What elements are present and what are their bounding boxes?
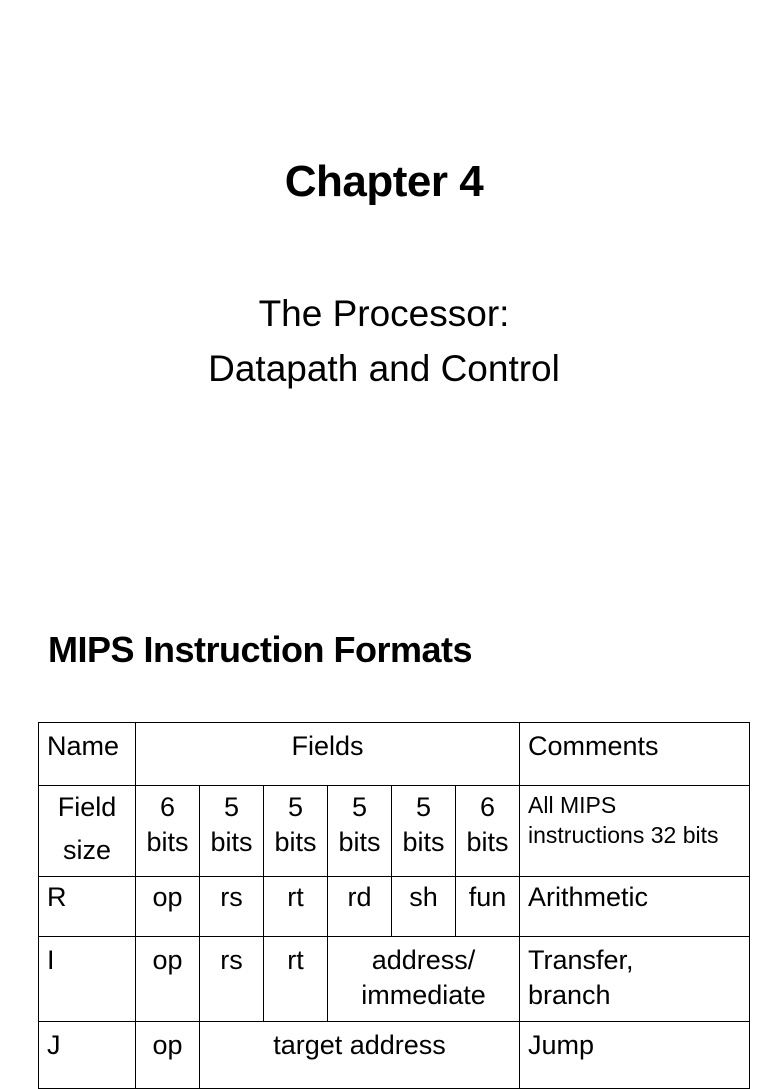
field-size-label-line-2: size <box>62 835 111 865</box>
field-size-unit: bits <box>274 827 317 857</box>
header-name: Name <box>39 723 136 786</box>
r-format-comment: Arithmetic <box>520 877 750 937</box>
field-size-unit: bits <box>466 827 509 857</box>
subtitle-line-2: Datapath and Control <box>208 348 560 389</box>
r-field-fun: fun <box>456 877 520 937</box>
i-field-address <box>328 937 520 1022</box>
r-field-rs: rs <box>200 877 264 937</box>
table-header-row <box>39 723 750 786</box>
field-size-cell <box>392 786 456 877</box>
field-size-unit: bits <box>210 827 253 857</box>
field-size-row <box>39 786 750 877</box>
field-size-comment <box>520 786 750 877</box>
field-size-num: 5 <box>223 792 240 822</box>
i-format-name: I <box>39 937 136 1022</box>
field-size-label-line-1: Field <box>57 792 117 822</box>
field-size-cell <box>136 786 200 877</box>
subtitle-line-1: The Processor: <box>258 293 510 334</box>
field-size-num: 6 <box>159 792 176 822</box>
i-field-rs: rs <box>200 937 264 1022</box>
j-format-row <box>39 1022 750 1089</box>
field-size-unit: bits <box>402 827 445 857</box>
i-address-line-1: address/ <box>371 945 476 975</box>
r-field-rd: rd <box>328 877 392 937</box>
j-format-comment: Jump <box>520 1022 750 1089</box>
chapter-title: Chapter 4 <box>284 157 484 206</box>
field-size-num: 5 <box>415 792 432 822</box>
field-size-num: 6 <box>479 792 496 822</box>
field-size-comment-line-1: All MIPS <box>528 792 617 818</box>
i-format-comment <box>520 937 750 1022</box>
r-field-sh: sh <box>392 877 456 937</box>
instruction-format-table <box>38 722 750 1089</box>
field-size-cell <box>456 786 520 877</box>
chapter-subtitle <box>0 286 768 396</box>
r-field-op: op <box>136 877 200 937</box>
field-size-cell <box>328 786 392 877</box>
header-comments: Comments <box>520 723 750 786</box>
field-size-num: 5 <box>287 792 304 822</box>
i-field-rt: rt <box>264 937 328 1022</box>
field-size-unit: bits <box>338 827 381 857</box>
j-format-name: J <box>39 1022 136 1089</box>
j-field-op: op <box>136 1022 200 1089</box>
i-comment-line-2: branch <box>528 980 611 1010</box>
i-address-line-2: immediate <box>361 980 486 1010</box>
j-field-target: target address <box>200 1022 520 1089</box>
i-comment-line-1: Transfer, <box>528 945 634 975</box>
r-format-row <box>39 877 750 937</box>
field-size-cell <box>200 786 264 877</box>
field-size-cell <box>264 786 328 877</box>
field-size-comment-line-2: instructions 32 bits <box>528 822 719 848</box>
r-format-name: R <box>39 877 136 937</box>
r-field-rt: rt <box>264 877 328 937</box>
section-heading: MIPS Instruction Formats <box>48 629 473 670</box>
i-format-row <box>39 937 750 1022</box>
i-field-op: op <box>136 937 200 1022</box>
field-size-num: 5 <box>351 792 368 822</box>
header-fields: Fields <box>136 723 520 786</box>
field-size-unit: bits <box>146 827 189 857</box>
field-size-label <box>39 786 136 877</box>
